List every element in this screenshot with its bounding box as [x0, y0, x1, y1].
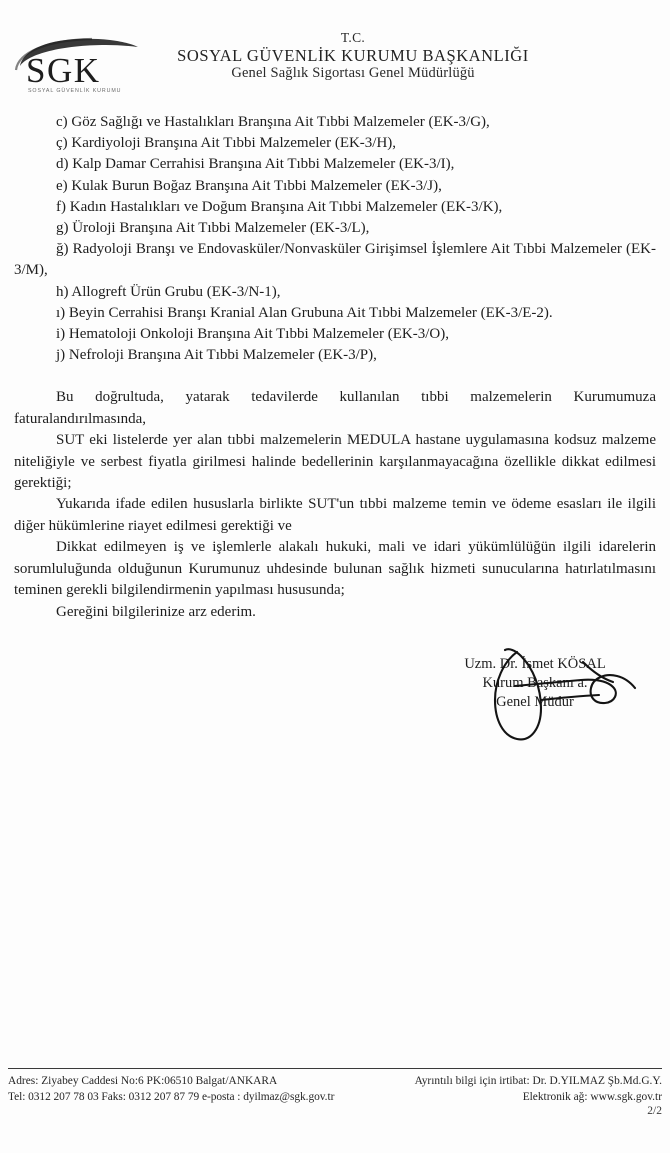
- list-item: d) Kalp Damar Cerrahisi Branşına Ait Tıbbi Malzemeler (EK-3/I),: [56, 156, 455, 173]
- signatory-name: Uzm. Dr. İsmet KÖSAL: [464, 656, 606, 672]
- footer-divider: [8, 1068, 662, 1069]
- paragraph: Dikkat edilmeyen iş ve işlemlerle alakalı hukuki, mali ve idari yükümlülüğün ilgili idarelerin sorumluluğunda olduğunun Kurumunuz uhdesinde bulunan sağlık hizmeti sunucularına hatırlatılmasını teminen gerekli bilgilendirmenin yapılması hususunda;: [14, 539, 656, 599]
- list-item: e) Kulak Burun Boğaz Branşına Ait Tıbbi Malzemeler (EK-3/J),: [56, 177, 442, 194]
- list-item: i) Hematoloji Onkoloji Branşına Ait Tıbbi Malzemeler (EK-3/O),: [56, 326, 449, 343]
- list-item: j) Nefroloji Branşına Ait Tıbbi Malzemeler (EK-3/P),: [56, 347, 377, 364]
- document-footer: [8, 1074, 662, 1105]
- document-header: [0, 0, 670, 102]
- footer-web: Elektronik ağ: www.sgk.gov.tr: [522, 1090, 662, 1103]
- list-item: ı) Beyin Cerrahisi Branşı Kranial Alan Grubuna Ait Tıbbi Malzemeler (EK-3/E-2).: [56, 304, 553, 321]
- signatory-title-line-2: Genel Müdür: [496, 694, 574, 710]
- signatory-title-line-1: Kurum Başkanı a.: [482, 675, 588, 691]
- list-item: ç) Kardiyoloji Branşına Ait Tıbbi Malzemeler (EK-3/H),: [56, 135, 397, 152]
- list-item: h) Allogreft Ürün Grubu (EK-3/N-1),: [56, 283, 281, 300]
- list-item: f) Kadın Hastalıkları ve Doğum Branşına Ait Tıbbi Malzemeler (EK-3/K),: [56, 198, 503, 215]
- department-name: Genel Sağlık Sigortası Genel Müdürlüğü: [231, 65, 475, 82]
- institution-name: SOSYAL GÜVENLİK KURUMU BAŞKANLIĞI: [177, 45, 529, 65]
- footer-address: Adres: Ziyabey Caddesi No:6 PK:06510 Balgat/ANKARA: [8, 1075, 278, 1087]
- svg-text:SGK: SGK: [26, 51, 101, 90]
- list-item: ğ) Radyoloji Branşı ve Endovasküler/Nonvasküler Girişimsel İşlemlere Ait Tıbbi Malzemeler (EK-3/M),: [14, 241, 656, 279]
- paragraph-group: [14, 387, 656, 622]
- footer-phone: Tel: 0312 207 78 03 Faks: 0312 207 87 79 e-posta : dyilmaz@sgk.gov.tr: [8, 1090, 335, 1103]
- footer-contact: Ayrıntılı bilgi için irtibat: Dr. D.YILMAZ Şb.Md.G.Y.: [414, 1075, 662, 1087]
- page-number: 2/2: [647, 1105, 662, 1117]
- list-item: g) Üroloji Branşına Ait Tıbbi Malzemeler (EK-3/L),: [56, 220, 370, 237]
- republic-line: T.C.: [340, 30, 366, 45]
- signature-block: [430, 655, 640, 712]
- paragraph: Gereğini bilgilerinize arz ederim.: [56, 603, 256, 620]
- paragraph: Yukarıda ifade edilen hususlarla birlikte SUT'un tıbbi malzeme temin ve ödeme esasları ile ilgili diğer hükümlerine riayet edilmesi gerektiği ve: [14, 496, 656, 534]
- list-item: c) Göz Sağlığı ve Hastalıkları Branşına Ait Tıbbi Malzemeler (EK-3/G),: [56, 114, 490, 130]
- sgk-logo: [14, 36, 140, 98]
- paragraph: Bu doğrultuda, yatarak tedavilerde kullanılan tıbbi malzemelerin Kurumumuza faturalandırılmasında,: [14, 389, 656, 427]
- paragraph: SUT eki listelerde yer alan tıbbi malzemelerin MEDULA hastane uygulamasına kodsuz malzeme niteliğiyle ve serbest fiyatla girilmesi halinde bedellerinin karşılanmayacağına özellikle dikkat edilmesi gerektiği;: [14, 432, 656, 492]
- svg-text:SOSYAL GÜVENLİK KURUMU: SOSYAL GÜVENLİK KURUMU: [28, 88, 122, 94]
- document-body: [0, 112, 670, 623]
